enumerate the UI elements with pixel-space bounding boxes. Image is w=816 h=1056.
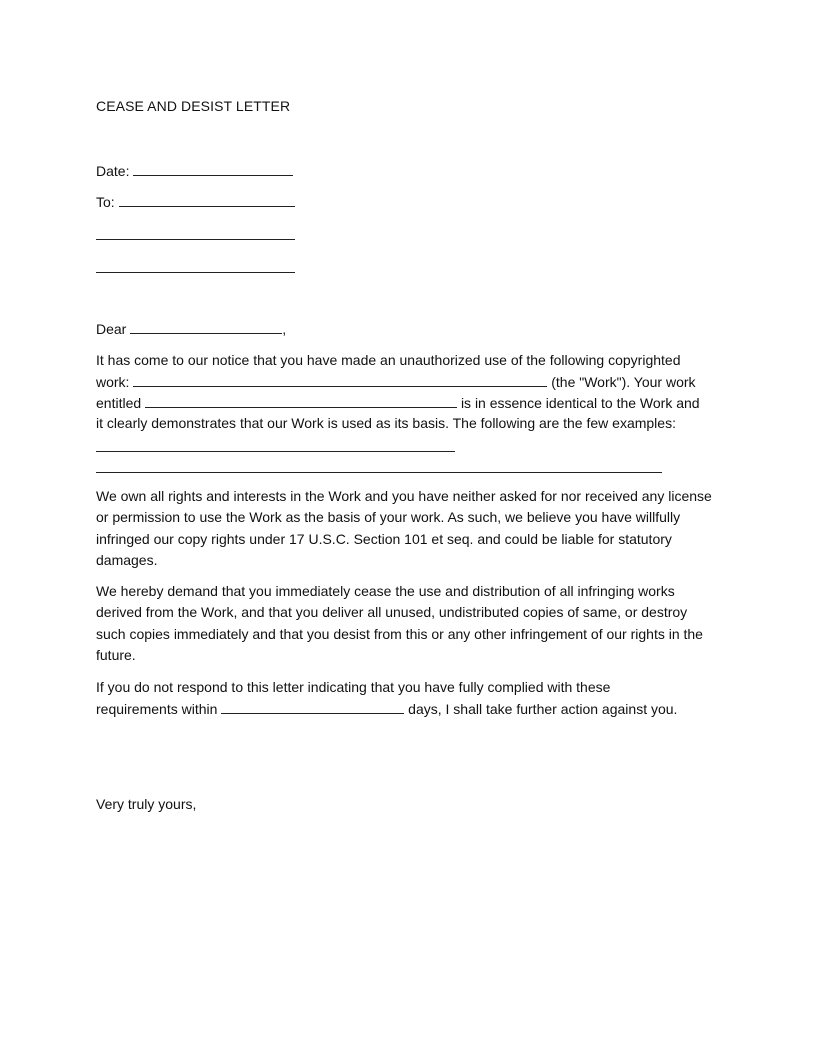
p1-entitled-suffix: is in essence identical to the Work and: [460, 395, 700, 411]
to-blank[interactable]: [119, 191, 295, 207]
date-label: Date:: [96, 163, 130, 179]
p4-line-1: If you do not respond to this letter indicating that you have fully complied with these: [96, 679, 611, 695]
p4-line-2: [96, 698, 677, 719]
to-label: To:: [96, 194, 115, 210]
work-blank[interactable]: [133, 371, 547, 387]
entitled-blank[interactable]: [145, 392, 457, 408]
letter-title: CEASE AND DESIST LETTER: [96, 98, 291, 114]
p4-requirements-label: requirements within: [96, 701, 218, 717]
p4-days-suffix: days, I shall take further action against you.: [408, 701, 678, 717]
p1-work-label: work:: [96, 374, 130, 390]
days-blank[interactable]: [221, 698, 404, 714]
salutation-prefix: Dear: [96, 321, 127, 337]
recipient-name-blank[interactable]: [130, 318, 282, 334]
examples-blank-2[interactable]: [96, 472, 662, 473]
examples-blank-1[interactable]: [96, 451, 455, 452]
p1-line-2: [96, 371, 696, 392]
address-blank-1[interactable]: [96, 239, 295, 240]
p1-line-3: [96, 392, 700, 413]
paragraph-rights: We own all rights and interests in the Work and you have neither asked for nor received any license or permission to use the Work as the basis of your work. As such, we believe you have willfully infringed our copy rights under 17 U.S.C. Section 101 et seq. and could be liable for statutory damages.: [96, 488, 712, 568]
address-blank-2[interactable]: [96, 272, 295, 273]
date-blank[interactable]: [133, 160, 293, 176]
p1-entitled-label: entitled: [96, 395, 142, 411]
salutation-line: [96, 318, 286, 339]
date-line: [96, 160, 293, 181]
p1-line-1: It has come to our notice that you have made an unauthorized use of the following copyrighted: [96, 352, 681, 368]
salutation-suffix: ,: [282, 321, 287, 337]
p1-line-4: it clearly demonstrates that our Work is used as its basis. The following are the few examples:: [96, 415, 676, 431]
paragraph-demand: We hereby demand that you immediately cease the use and distribution of all infringing works derived from the Work, and that you deliver all unused, undistributed copies of same, or destroy such copies immediately and that you desist from this or any other infringement of our rights in the future.: [96, 583, 703, 663]
closing: Very truly yours,: [96, 796, 197, 812]
letter-page: [96, 0, 720, 1056]
p1-work-suffix: (the "Work"). Your work: [551, 374, 696, 390]
to-line: [96, 191, 295, 212]
